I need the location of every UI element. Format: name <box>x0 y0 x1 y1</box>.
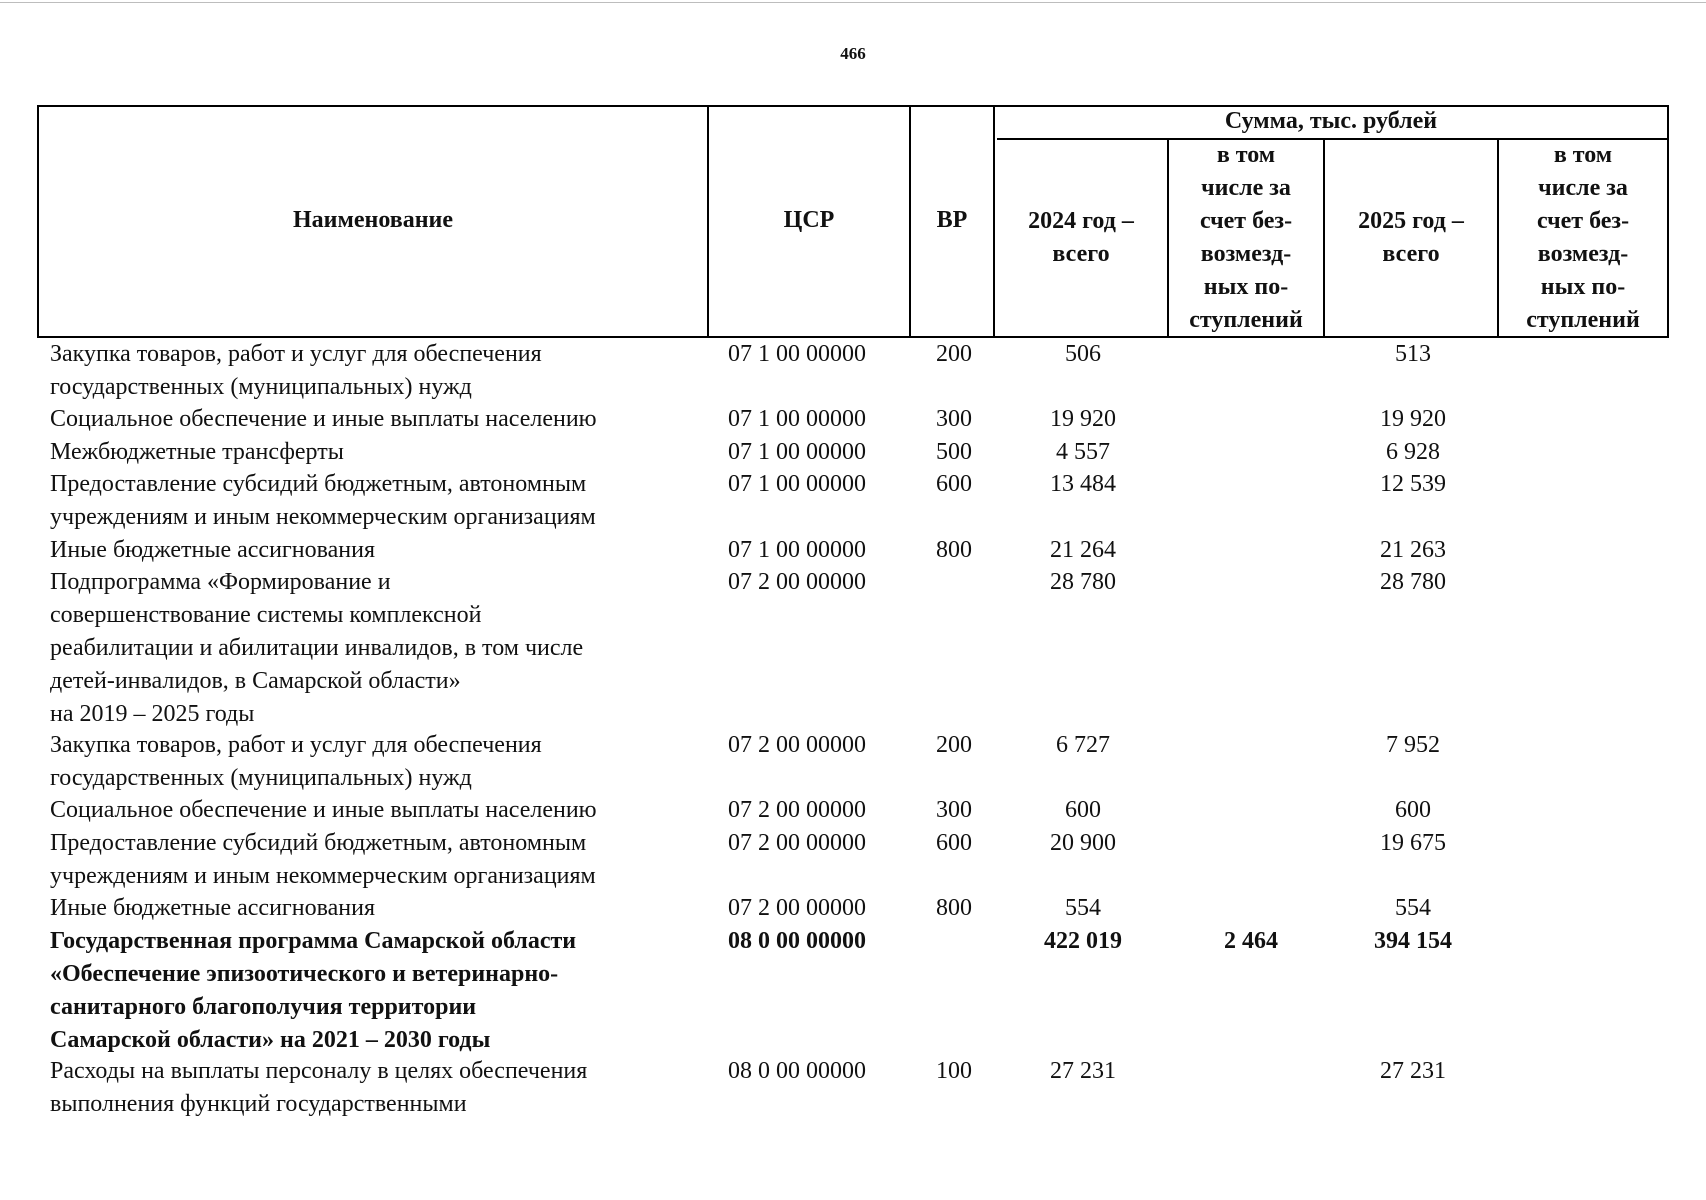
cell-vr: 800 <box>936 895 972 922</box>
cell-2025-total: 7 952 <box>1386 732 1440 759</box>
cell-name-line: Иные бюджетные ассигнования <box>50 536 375 563</box>
cell-2025-total: 27 231 <box>1380 1058 1446 1085</box>
cell-2024-free: 2 464 <box>1224 927 1278 954</box>
header-name: Наименование <box>293 207 453 233</box>
cell-name <box>50 436 710 469</box>
cell-vr: 100 <box>936 1058 972 1085</box>
cell-name-line: совершенствование системы комплексной <box>50 602 482 629</box>
cell-name <box>50 925 710 1057</box>
cell-name <box>50 534 710 567</box>
cell-2025-total: 513 <box>1395 341 1431 367</box>
header-csr: ЦСР <box>783 207 835 233</box>
cell-csr: 07 2 00 00000 <box>728 732 866 759</box>
cell-2025-total: 21 263 <box>1380 536 1446 563</box>
cell-name-line: Иные бюджетные ассигнования <box>50 895 375 922</box>
cell-2024-total: 422 019 <box>1044 927 1122 954</box>
cell-2024-total: 4 557 <box>1056 438 1110 465</box>
cell-vr: 500 <box>936 438 972 465</box>
cell-csr: 07 1 00 00000 <box>728 406 866 433</box>
cell-2025-total: 554 <box>1395 895 1431 922</box>
cell-name-line: выполнения функций государственными <box>50 1091 467 1118</box>
cell-name-line: Межбюджетные трансферты <box>50 438 344 465</box>
cell-csr: 07 2 00 00000 <box>728 895 866 922</box>
cell-csr: 07 1 00 00000 <box>728 438 866 465</box>
cell-2025-total: 600 <box>1395 797 1431 824</box>
cell-vr: 300 <box>936 406 972 433</box>
cell-csr: 07 2 00 00000 <box>728 830 866 856</box>
cell-vr: 600 <box>936 830 972 856</box>
cell-name <box>50 827 710 893</box>
cell-2025-total: 28 780 <box>1380 569 1446 596</box>
cell-name-line: Социальное обеспечение и иные выплаты населению <box>50 406 597 433</box>
header-2025-free: в том числе за счет без-возмезд-ных по-ступлений <box>1526 142 1640 333</box>
cell-csr: 07 1 00 00000 <box>728 471 866 498</box>
header-sum-group: Сумма, тыс. рублей <box>1224 108 1438 134</box>
cell-2024-total: 27 231 <box>1050 1058 1116 1085</box>
cell-csr: 07 1 00 00000 <box>728 341 866 367</box>
cell-csr: 08 0 00 00000 <box>728 1058 866 1085</box>
cell-2024-total: 554 <box>1065 895 1101 922</box>
cell-2025-total: 19 920 <box>1380 406 1446 433</box>
cell-name-line: на 2019 – 2025 годы <box>50 701 255 728</box>
cell-2025-total: 19 675 <box>1380 830 1446 856</box>
cell-name-line: Предоставление субсидий бюджетным, автономным <box>50 830 587 856</box>
cell-vr: 600 <box>936 471 972 498</box>
cell-name-line: Закупка товаров, работ и услуг для обеспечения <box>50 732 542 759</box>
cell-2025-total: 394 154 <box>1374 927 1452 954</box>
cell-2024-total: 21 264 <box>1050 536 1116 563</box>
cell-name <box>50 729 710 795</box>
cell-2024-total: 28 780 <box>1050 569 1116 596</box>
cell-name-line: Расходы на выплаты персоналу в целях обеспечения <box>50 1058 588 1085</box>
cell-name-line: государственных (муниципальных) нужд <box>50 374 472 400</box>
cell-2025-total: 6 928 <box>1386 438 1440 465</box>
cell-2024-total: 13 484 <box>1050 471 1116 498</box>
cell-name <box>50 566 710 731</box>
cell-name <box>50 1055 710 1121</box>
cell-vr: 300 <box>936 797 972 824</box>
cell-name <box>50 794 710 827</box>
cell-2024-total: 19 920 <box>1050 406 1116 433</box>
cell-name-line: учреждениям и иным некоммерческим организациям <box>50 504 596 531</box>
cell-name <box>50 892 710 925</box>
header-2025-total: 2025 год – всего <box>1358 208 1464 267</box>
cell-name-line: учреждениям и иным некоммерческим организациям <box>50 863 596 889</box>
cell-vr: 200 <box>936 732 972 759</box>
cell-vr: 200 <box>936 341 972 367</box>
page-top-rule <box>0 2 1706 3</box>
cell-csr: 07 1 00 00000 <box>728 536 866 563</box>
cell-csr: 07 2 00 00000 <box>728 569 866 596</box>
cell-name-line: Социальное обеспечение и иные выплаты населению <box>50 797 597 824</box>
header-2024-total: 2024 год – всего <box>1028 208 1134 267</box>
cell-name <box>50 338 710 404</box>
cell-vr: 800 <box>936 536 972 563</box>
header-vr: ВР <box>936 207 968 233</box>
cell-2024-total: 20 900 <box>1050 830 1116 856</box>
cell-name-line: Закупка товаров, работ и услуг для обеспечения <box>50 341 542 367</box>
cell-name-line: реабилитации и абилитации инвалидов, в том числе <box>50 635 584 662</box>
cell-csr: 08 0 00 00000 <box>728 927 866 954</box>
cell-name-line: Самарской области» на 2021 – 2030 годы <box>50 1026 491 1053</box>
cell-name-line: государственных (муниципальных) нужд <box>50 765 472 792</box>
cell-name-line: детей-инвалидов, в Самарской области» <box>50 668 461 695</box>
cell-name-line: Предоставление субсидий бюджетным, автономным <box>50 471 587 498</box>
cell-name <box>50 403 710 436</box>
page-number: 466 <box>840 44 866 63</box>
cell-name-line: Подпрограмма «Формирование и <box>50 569 391 596</box>
cell-2024-total: 506 <box>1065 341 1101 367</box>
cell-name-line: санитарного благополучия территории <box>50 993 477 1020</box>
cell-2024-total: 600 <box>1065 797 1101 824</box>
header-2024-free: в том числе за счет без-возмезд-ных по-ступлений <box>1189 142 1303 333</box>
cell-name-line: «Обеспечение эпизоотического и ветеринарно- <box>50 960 559 987</box>
cell-csr: 07 2 00 00000 <box>728 797 866 824</box>
cell-name <box>50 468 710 534</box>
cell-2025-total: 12 539 <box>1380 471 1446 498</box>
cell-2024-total: 6 727 <box>1056 732 1110 759</box>
cell-name-line: Государственная программа Самарской области <box>50 927 577 954</box>
table-header <box>37 105 1669 338</box>
